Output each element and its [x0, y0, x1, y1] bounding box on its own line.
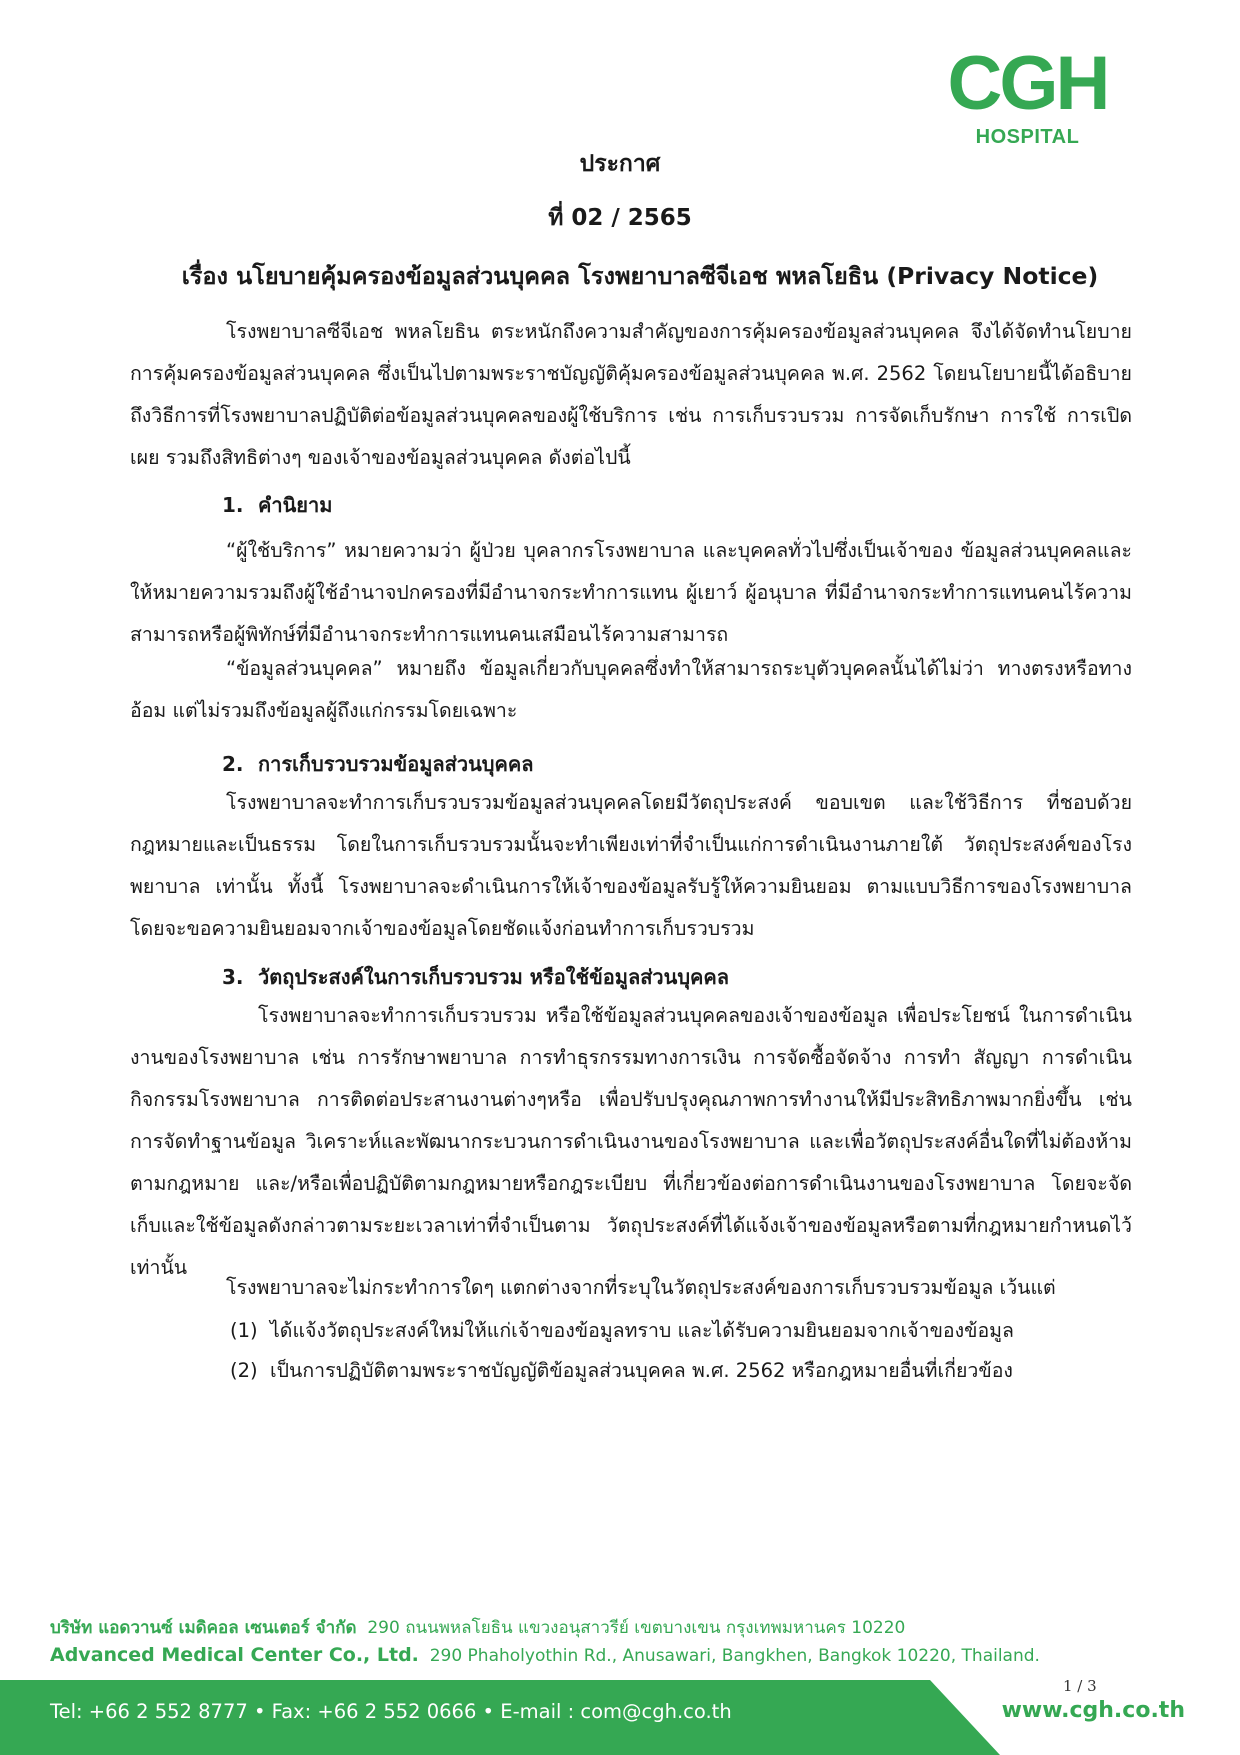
logo-subtitle: HOSPITAL	[975, 126, 1080, 148]
section-3-paragraph-1	[130, 995, 1132, 1289]
section-1-paragraph-2	[130, 648, 1132, 732]
company-name-thai: บริษัท แอดวานซ์ เมดิคอล เซนเตอร์ จำกัด	[50, 1618, 357, 1638]
logo-mark: CGH	[947, 41, 1108, 126]
section-heading-3	[222, 961, 729, 993]
section-number: 1.	[222, 493, 244, 517]
contact-info: Tel: +66 2 552 8777 • Fax: +66 2 552 0666 • E-mail : com@cgh.co.th	[50, 1700, 732, 1723]
footer-address-english	[50, 1644, 1040, 1666]
paragraph-text: “ผู้ใช้บริการ” หมายความว่า ผู้ป่วย บุคลากรโรงพยาบาล และบุคคลทั่วไปซึ่งเป็นเจ้าของ ข้อมูลส่วนบุคคลและให้หมายความรวมถึงผู้ใช้อำนาจปกครองที่มีอำนาจกระทำการแทน ผู้เยาว์ ผู้อนุบาล ที่มีอำนาจกระทำการแทนคนไร้ความสามารถหรือผู้พิทักษ์ที่มีอำนาจกระทำการแทนคนเสมือนไร้ความสามารถ	[130, 539, 1132, 646]
address-english: 290 Phaholyothin Rd., Anusawari, Bangkhen, Bangkok 10220, Thailand.	[429, 1646, 1040, 1666]
address-thai: 290 ถนนพหลโยธิน แขวงอนุสาวรีย์ เขตบางเขน กรุงเทพมหานคร 10220	[367, 1618, 906, 1638]
section-title: วัตถุประสงค์ในการเก็บรวบรวม หรือใช้ข้อมูลส่วนบุคคล	[258, 965, 730, 989]
section-title: การเก็บรวบรวมข้อมูลส่วนบุคคล	[258, 752, 534, 776]
footer-address-thai	[50, 1614, 905, 1641]
paragraph-text: โรงพยาบาลจะทำการเก็บรวบรวม หรือใช้ข้อมูลส่วนบุคคลของเจ้าของข้อมูล เพื่อประโยชน์ ในการดำเนินงานของโรงพยาบาล เช่น การรักษาพยาบาล การทำธุรกรรมทางการเงิน การจัดซื้อจัดจ้าง การทำ สัญญา การดำเนินกิจกรรมโรงพยาบาล การติดต่อประสานงานต่างๆหรือ เพื่อปรับปรุงคุณภาพการทำงานให้มีประสิทธิภาพมากยิ่งขึ้น เช่น การจัดทำฐานข้อมูล วิเคราะห์และพัฒนากระบวนการดำเนินงานของโรงพยาบาล และเพื่อวัตถุประสงค์อื่นใดที่ไม่ต้องห้ามตามกฎหมาย และ/หรือเพื่อปฏิบัติตามกฎหมายหรือกฎระเบียบ ที่เกี่ยวข้องต่อการดำเนินงานของโรงพยาบาล โดยจะจัดเก็บและใช้ข้อมูลดังกล่าวตามระยะเวลาเท่าที่จำเป็นตาม วัตถุประสงค์ที่ได้แจ้งเจ้าของข้อมูลหรือตามที่กฎหมายกำหนดไว้เท่านั้น	[130, 1004, 1132, 1279]
section-2-paragraph	[130, 782, 1132, 950]
section-title: คำนิยาม	[258, 493, 333, 517]
section-number: 3.	[222, 965, 244, 989]
list-item	[230, 1355, 1013, 1386]
section-1-paragraph-1	[130, 530, 1132, 656]
list-item	[230, 1315, 1014, 1346]
announcement-title: ประกาศ	[579, 151, 661, 177]
paragraph-text: “ข้อมูลส่วนบุคคล” หมายถึง ข้อมูลเกี่ยวกับบุคคลซึ่งทำให้สามารถระบุตัวบุคคลนั้นได้ไม่ว่า ทางตรงหรือทางอ้อม แต่ไม่รวมถึงข้อมูลผู้ถึงแก่กรรมโดยเฉพาะ	[130, 657, 1132, 722]
intro-paragraph	[130, 311, 1132, 479]
paragraph-text: โรงพยาบาลจะทำการเก็บรวบรวมข้อมูลส่วนบุคคลโดยมีวัตถุประสงค์ ขอบเขต และใช้วิธีการ ที่ชอบด้วยกฎหมายและเป็นธรรม โดยในการเก็บรวบรวมนั้นจะทำเพียงเท่าที่จำเป็นแก่การดำเนินงานภายใต้ วัตถุประสงค์ของโรงพยาบาล เท่านั้น ทั้งนี้ โรงพยาบาลจะดำเนินการให้เจ้าของข้อมูลรับรู้ให้ความยินยอม ตามแบบวิธีการของโรงพยาบาล โดยจะขอความยินยอมจากเจ้าของข้อมูลโดยชัดแจ้งก่อนทำการเก็บรวบรวม	[130, 791, 1132, 940]
page-number: 1 / 3	[1063, 1677, 1097, 1695]
section-heading-2	[222, 748, 534, 780]
section-3-paragraph-2	[130, 1267, 1132, 1309]
website-link[interactable]: www.cgh.co.th	[1001, 1698, 1185, 1723]
company-name-english: Advanced Medical Center Co., Ltd.	[50, 1644, 419, 1666]
announcement-number: ที่ 02 / 2565	[548, 205, 692, 231]
list-item-number: (1)	[230, 1319, 258, 1342]
announcement-subject: เรื่อง นโยบายคุ้มครองข้อมูลส่วนบุคคล โรงพยาบาลซีจีเอช พหลโยธิน (Privacy Notice)	[181, 262, 1099, 290]
hospital-logo	[940, 41, 1115, 149]
list-item-number: (2)	[230, 1359, 258, 1382]
intro-text: โรงพยาบาลซีจีเอช พหลโยธิน ตระหนักถึงความสำคัญของการคุ้มครองข้อมูลส่วนบุคคล จึงได้จัดทำนโยบายการคุ้มครองข้อมูลส่วนบุคคล ซึ่งเป็นไปตามพระราชบัญญัติคุ้มครองข้อมูลส่วนบุคคล พ.ศ. 2562 โดยนโยบายนี้ได้อธิบายถึงวิธีการที่โรงพยาบาลปฏิบัติต่อข้อมูลส่วนบุคคลของผู้ใช้บริการ เช่น การเก็บรวบรวม การจัดเก็บรักษา การใช้ การเปิดเผย รวมถึงสิทธิต่างๆ ของเจ้าของข้อมูลส่วนบุคคล ดังต่อไปนี้	[130, 320, 1132, 469]
section-heading-1	[222, 489, 332, 521]
list-item-text: เป็นการปฏิบัติตามพระราชบัญญัติข้อมูลส่วนบุคคล พ.ศ. 2562 หรือกฎหมายอื่นที่เกี่ยวข้อง	[270, 1359, 1013, 1382]
list-item-text: ได้แจ้งวัตถุประสงค์ใหม่ให้แก่เจ้าของข้อมูลทราบ และได้รับความยินยอมจากเจ้าของข้อมูล	[270, 1319, 1014, 1342]
section-number: 2.	[222, 752, 244, 776]
paragraph-text: โรงพยาบาลจะไม่กระทำการใดๆ แตกต่างจากที่ระบุในวัตถุประสงค์ของการเก็บรวบรวมข้อมูล เว้นแต่	[226, 1276, 1056, 1299]
